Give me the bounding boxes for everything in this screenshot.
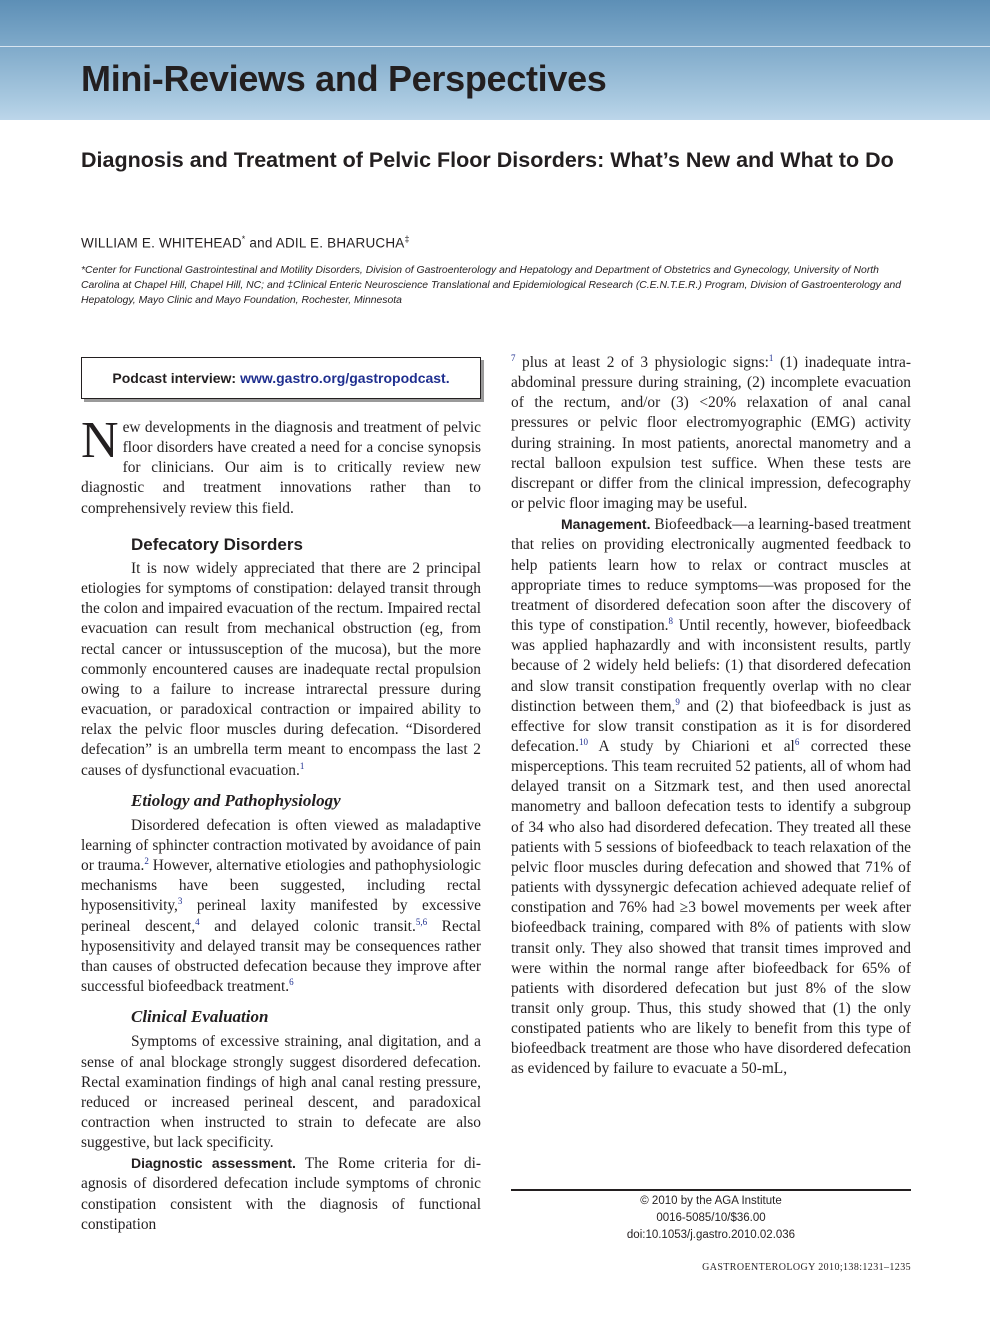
- section-banner: [0, 0, 990, 120]
- copyright-block: [511, 1193, 911, 1244]
- body-text: Disordered defecation is often viewed as maladaptive learning of sphincter contraction motivated by avoidance of pain or trauma.: [81, 816, 481, 875]
- author-mark: *: [241, 234, 246, 244]
- reference-link[interactable]: 6: [794, 736, 800, 747]
- body-text: and (2) that biofeedback is just as effective for slow transit constipation as it is for disordered defecation.: [511, 697, 911, 755]
- intro-paragraph: [81, 412, 481, 519]
- reference-link[interactable]: 4: [195, 916, 200, 927]
- reference-link[interactable]: 10: [578, 736, 588, 747]
- management-paragraph: [511, 514, 911, 1079]
- reference-link[interactable]: 7: [511, 352, 516, 363]
- podcast-link[interactable]: www.gastro.org/gastropodcast.: [240, 370, 450, 386]
- subsection-heading-clinical: Clinical Evaluation: [131, 1007, 269, 1027]
- reference-link[interactable]: 1: [299, 760, 305, 771]
- body-text: perineal laxity manifested by excessive perineal descent,: [81, 897, 481, 935]
- body-text: Rectal hyposensitivity and delayed transit may be consequences rather than causes of obstructed defecation because they improve after successful biofeedback treatment.: [81, 917, 481, 996]
- author-bharucha: ADIL E. BHARUCHA: [275, 235, 405, 251]
- reference-link[interactable]: 6: [289, 976, 294, 987]
- author-whitehead: WILLIAM E. WHITEHEAD: [81, 235, 242, 251]
- right-column: [511, 353, 911, 1080]
- diagnostic-continued: [511, 353, 911, 514]
- body-text: and delayed colonic transit.: [199, 917, 416, 935]
- body-text: The Rome criteria for diagnosis of disordered defecation include symptoms of chronic constipation consistent with the diagnosis of functional constipation: [81, 1155, 482, 1233]
- footer-rule: [511, 1189, 911, 1191]
- author-mark: ‡: [404, 234, 410, 244]
- journal-citation: GASTROENTEROLOGY 2010;138:1231–1235: [702, 1262, 911, 1273]
- author-conjunction: and: [245, 235, 276, 251]
- body-text: However, alternative etiologies and pathophysiologic mechanisms have been suggested, including rectal hyposensitivity,: [81, 857, 481, 915]
- section-heading-defecatory: Defecatory Disorders: [131, 534, 303, 554]
- reference-link[interactable]: 8: [668, 615, 674, 626]
- reference-link[interactable]: 1: [768, 352, 774, 363]
- run-in-heading-management: Management.: [561, 516, 651, 533]
- author-line: [81, 234, 410, 251]
- body-text: It is now widely appreciated that there are 2 principal etiologies for symptoms of constipation: delayed transit through the colon and impaired evacuation of the rectum. Impaired rectal evacuation can result from mechanical obstruction (eg, from rectal cancer or intussusception of the mucosa), but the more commonly encountered causes are inadequate rectal propulsion owing to a failure to increase intrarectal pressure during evacuation, or paradoxical contraction or impaired ability to relax the pelvic floor muscles during defecation. “Disordered defecation” is an umbrella term meant to encompass the last 2 causes of dysfunctional evacuation.: [81, 559, 481, 779]
- subsection-heading-etiology: Etiology and Pathophysiology: [131, 790, 341, 810]
- body-text: Biofeedback—a learning-based treatment that relies on providing electronically augmented feedback to help patients learn how to relax or contract muscles at appropriate times to reduce symptoms—was proposed for the treatment of disordered defecation soon after the discovery of this type of constipation.: [511, 516, 911, 635]
- left-column: [81, 412, 482, 1235]
- affiliations: *Center for Functional Gastrointestinal and Motility Disorders, Division of Gastroenterology and Hepatology and Department of Obstetrics and Gynecology, University of North Carolina at Chapel Hill, Chapel Hill, NC; and ‡Clinical Enteric Neuroscience Translational and Epidemiological Research (C.E.N.T.E.R.) Program, Division of Gastroenterology and Hepatology, Mayo Clinic and Mayo Foundation, Rochester, Minnesota: [81, 265, 902, 307]
- etiology-paragraph: [81, 816, 481, 997]
- article-title: Diagnosis and Treatment of Pelvic Floor Disorders: What’s New and What to Do: [81, 148, 894, 172]
- intro-text: ew developments in the diagnosis and treatment of pelvic floor disorders have created a need for a concise synopsis for clinicians. Our aim is to critically review new diagnostic and treatment innovations rather than to comprehensively review this field.: [81, 419, 481, 517]
- diagnostic-paragraph: [81, 1153, 481, 1235]
- reference-link[interactable]: 9: [675, 696, 680, 707]
- banner-divider: [0, 46, 990, 47]
- body-text: A study by Chiarioni et al: [587, 737, 795, 755]
- body-text: corrected these misperceptions. This team recruited 52 patients, all of whom had delayed transit on a Sitzmark test, and then used anorectal manometry and balloon defecation tests to identify a subgroup of 34 who also had disordered defecation. They treated all these patients with 5 sessions of biofeedback to teach relaxation of the pelvic floor muscles during defecation and showed that 71% of patients with dyssynergic defecation achieved adequate relief of constipation and 76% had ≥3 bowel movements per week after biofeedback training, compared with 8% of patients with slow transit only. They also showed that transit times improved and were within the normal range after biofeedback for 65% of patients with disordered defecation but just 8% of the slow transit only group. Thus, this study showed that (1) the only constipated patients who are likely to benefit from this type of biofeedback treatment are those who have disordered defecation as evidenced by failure to evacuate a 50-mL,: [511, 737, 912, 1078]
- defecatory-paragraph: [81, 559, 481, 781]
- body-text: (1) inadequate intra-abdominal pressure during straining, (2) incomplete evacuation of the rectum, and/or (3) <20% relaxation of anal canal pressures or pelvic floor electromyographic (EMG) activity during straining. In most patients, anorectal manometry and a rectal balloon expulsion test suffice. When these tests are discrepant or differ from the clinical impression, defecography or pelvic floor imaging may be useful.: [511, 354, 911, 513]
- body-text: plus at least 2 of 3 physiologic signs:: [515, 354, 769, 371]
- body-text: Until recently, however, biofeedback was applied haphazardly and with inconsistent results, partly because of 2 widely held beliefs: (1) that disordered defecation and slow transit constipation frequently overlap with no clear distinction between them,: [511, 617, 911, 715]
- drop-cap: N: [81, 412, 119, 469]
- issn-line: 0016-5085/10/$36.00: [656, 1212, 766, 1224]
- reference-link[interactable]: 2: [144, 856, 149, 866]
- reference-link[interactable]: 5,6: [415, 916, 428, 927]
- run-in-heading-diagnostic: Diagnostic assessment.: [131, 1155, 296, 1172]
- podcast-label: Podcast interview:: [112, 370, 237, 386]
- reference-link[interactable]: 3: [177, 896, 183, 907]
- clinical-paragraph: Symptoms of excessive straining, anal digitation, and a sense of anal blockage strongly suggest disordered defecation. Rectal examination findings of high anal canal resting pressure, reduced or increased perineal descent, and paradoxical contraction when instructed to strain to defecate are also suggestive, but lack specificity.: [81, 1033, 481, 1152]
- banner-title: Mini-Reviews and Perspectives: [81, 58, 607, 99]
- podcast-box: [81, 357, 481, 399]
- doi-link[interactable]: doi:10.1053/j.gastro.2010.02.036: [626, 1229, 796, 1241]
- copyright-line: © 2010 by the AGA Institute: [640, 1195, 782, 1207]
